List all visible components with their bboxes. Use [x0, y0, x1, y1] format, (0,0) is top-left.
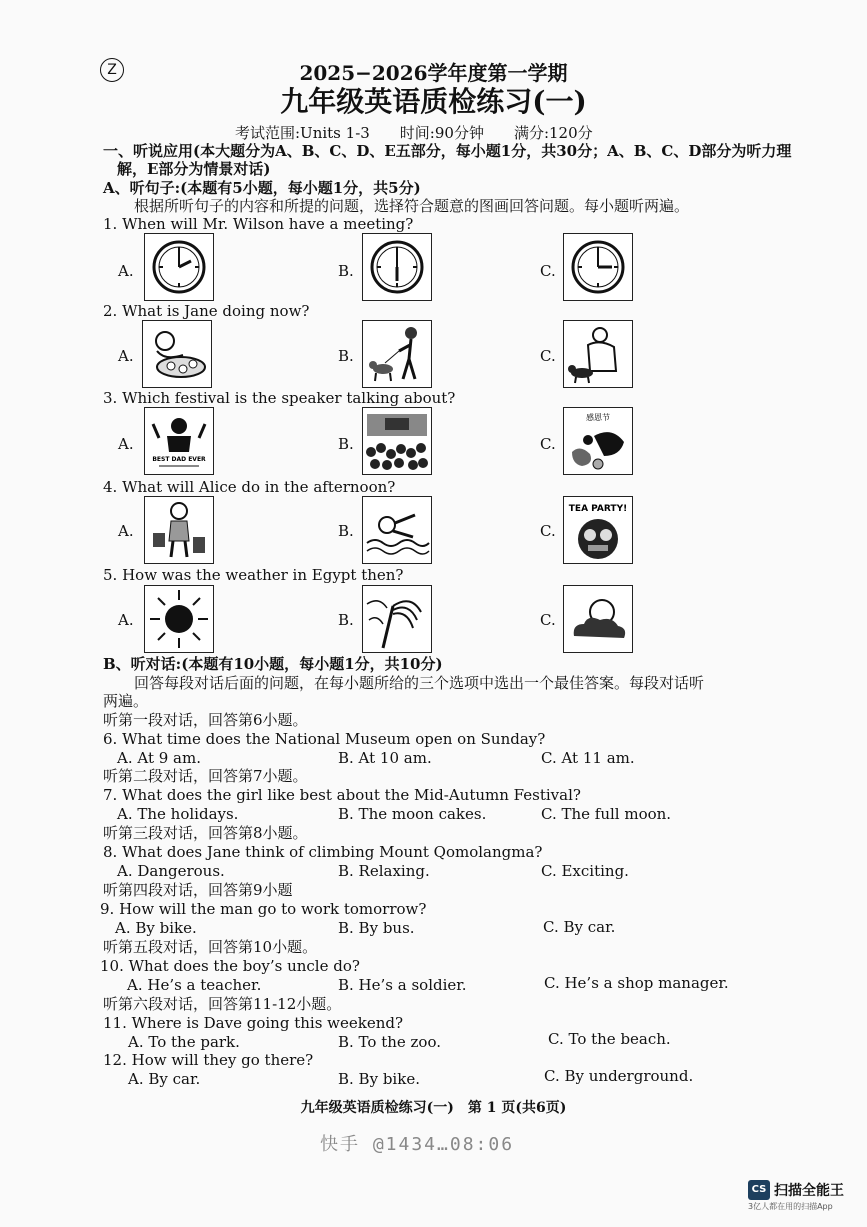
walking-dog-image[interactable] — [362, 320, 432, 388]
question-2: 2. What is Jane doing now? — [103, 302, 310, 320]
option-a[interactable]: A. By bike. — [115, 919, 197, 937]
option-c[interactable]: C. To the beach. — [548, 1030, 671, 1048]
windy-image[interactable] — [362, 585, 432, 653]
option-b[interactable]: B. The moon cakes. — [338, 805, 487, 823]
option-label-b: B. — [338, 611, 354, 629]
sunny-image[interactable] — [144, 585, 214, 653]
option-c[interactable]: C. Exciting. — [541, 862, 629, 880]
option-label-c: C. — [540, 435, 556, 453]
option-c[interactable]: C. The full moon. — [541, 805, 672, 823]
brand-name: 扫描全能王 — [774, 1183, 844, 1199]
clock-icon — [564, 234, 632, 300]
question-3: 3. Which festival is the speaker talking about? — [103, 389, 456, 407]
option-label-c: C. — [540, 347, 556, 365]
section-heading: 一、听说应用(本大题分为A、B、C、D、E五部分，每小题1分，共30分；A、B、C、D部分为听力理 — [103, 142, 792, 160]
walking-dog-icon — [363, 321, 431, 387]
option-b[interactable]: B. At 10 am. — [338, 749, 432, 767]
part-b-instruction-cont: 两遍。 — [103, 692, 149, 710]
wind-icon — [363, 586, 431, 652]
washing-dog-icon — [564, 321, 632, 387]
option-b[interactable]: B. To the zoo. — [338, 1033, 442, 1051]
option-b[interactable]: B. By bike. — [338, 1070, 420, 1088]
baking-icon — [143, 321, 211, 387]
sun-icon — [145, 586, 213, 652]
option-label-b: B. — [338, 347, 354, 365]
watermark: 快手 @1434…08:06 — [320, 1134, 515, 1155]
paper-type-mark: Z — [100, 58, 124, 82]
shopping-image[interactable] — [144, 496, 214, 564]
cs-logo-icon: CS — [748, 1180, 770, 1200]
baking-cookies-image[interactable] — [142, 320, 212, 388]
shopping-icon — [145, 497, 213, 563]
thanksgiving-image[interactable] — [563, 407, 633, 475]
part-a-heading: A、听句子:(本题有5小题，每小题1分，共5分) — [103, 179, 421, 197]
page-footer: 九年级英语质检练习(一) 第 1 页(共6页) — [300, 1100, 567, 1116]
question-8: 8. What does Jane think of climbing Mount Qomolangma? — [103, 843, 543, 861]
clock-icon — [363, 234, 431, 300]
option-c[interactable]: C. By underground. — [544, 1067, 694, 1085]
option-b[interactable]: B. He’s a soldier. — [338, 976, 467, 994]
fathers-day-image[interactable] — [144, 407, 214, 475]
option-c[interactable]: C. At 11 am. — [541, 749, 635, 767]
swimming-icon — [363, 497, 431, 563]
option-a[interactable]: A. The holidays. — [117, 805, 239, 823]
dialogue-lead: 听第五段对话，回答第10小题。 — [103, 938, 318, 956]
tea-party-image[interactable] — [563, 496, 633, 564]
option-label-b: B. — [338, 262, 354, 280]
question-10: 10. What does the boy’s uncle do? — [100, 957, 360, 975]
crowd-festival-icon — [363, 408, 431, 474]
option-a[interactable]: A. Dangerous. — [117, 862, 225, 880]
option-c[interactable]: C. By car. — [543, 918, 616, 936]
option-label-a: A. — [118, 522, 134, 540]
question-7: 7. What does the girl like best about the Mid-Autumn Festival? — [103, 786, 581, 804]
part-a-instruction: 根据所听句子的内容和所提的问题，选择符合题意的图画回答问题。每小题听两遍。 — [134, 197, 690, 215]
option-label-b: B. — [338, 522, 354, 540]
brand-slogan: 3亿人都在用的扫描App — [748, 1202, 833, 1211]
option-a[interactable]: A. At 9 am. — [117, 749, 201, 767]
option-a[interactable]: A. To the park. — [128, 1033, 240, 1051]
dialogue-lead: 听第三段对话，回答第8小题。 — [103, 824, 308, 842]
dialogue-lead: 听第二段对话，回答第7小题。 — [103, 767, 308, 785]
exam-info: 考试范围:Units 1-3 时间:90分钟 满分:120分 — [235, 124, 593, 142]
washing-dog-image[interactable] — [563, 320, 633, 388]
dialogue-lead: 听第六段对话，回答第11-12小题。 — [103, 995, 342, 1013]
clock-3-oclock-image[interactable] — [563, 233, 633, 301]
dialogue-lead: 听第一段对话，回答第6小题。 — [103, 711, 308, 729]
page-title: 九年级英语质检练习(一) — [280, 85, 587, 118]
option-label-c: C. — [540, 611, 556, 629]
question-6: 6. What time does the National Museum open on Sunday? — [103, 730, 546, 748]
question-12: 12. How will they go there? — [103, 1051, 314, 1069]
option-label-c: C. — [540, 262, 556, 280]
turkey-icon — [564, 408, 632, 474]
question-4: 4. What will Alice do in the afternoon? — [103, 478, 396, 496]
question-11: 11. Where is Dave going this weekend? — [103, 1014, 404, 1032]
festival-caption: 感恩节 — [586, 413, 610, 422]
option-label-a: A. — [118, 262, 134, 280]
option-label-a: A. — [118, 435, 134, 453]
cloud-icon — [564, 586, 632, 652]
option-label-c: C. — [540, 522, 556, 540]
option-a[interactable]: A. He’s a teacher. — [127, 976, 262, 994]
option-b[interactable]: B. Relaxing. — [338, 862, 430, 880]
option-label-a: A. — [118, 347, 134, 365]
banner-text: BEST DAD EVER — [152, 456, 206, 463]
part-b-heading: B、听对话:(本题有10小题，每小题1分，共10分) — [103, 655, 443, 673]
option-b[interactable]: B. By bus. — [338, 919, 415, 937]
question-9: 9. How will the man go to work tomorrow? — [100, 900, 427, 918]
term-title: 2025−2026学年度第一学期 — [299, 61, 568, 85]
cloudy-image[interactable] — [563, 585, 633, 653]
spring-festival-image[interactable] — [362, 407, 432, 475]
swimming-image[interactable] — [362, 496, 432, 564]
part-b-instruction: 回答每段对话后面的问题，在每小题所给的三个选项中选出一个最佳答案。每段对话听 — [134, 674, 705, 692]
option-label-b: B. — [338, 435, 354, 453]
option-a[interactable]: A. By car. — [128, 1070, 201, 1088]
banner-text: TEA PARTY! — [568, 504, 628, 514]
scanner-brand — [748, 1180, 858, 1214]
question-1: 1. When will Mr. Wilson have a meeting? — [103, 215, 414, 233]
clock-2-oclock-image[interactable] — [144, 233, 214, 301]
option-label-a: A. — [118, 611, 134, 629]
dialogue-lead: 听第四段对话，回答第9小题 — [103, 881, 293, 899]
question-5: 5. How was the weather in Egypt then? — [103, 566, 404, 584]
clock-6-oclock-image[interactable] — [362, 233, 432, 301]
option-c[interactable]: C. He’s a shop manager. — [544, 974, 729, 992]
section-heading-cont: 解，E部分为情景对话) — [117, 160, 271, 178]
tea-party-icon — [564, 497, 632, 563]
fathers-day-icon — [145, 408, 213, 474]
clock-icon — [145, 234, 213, 300]
